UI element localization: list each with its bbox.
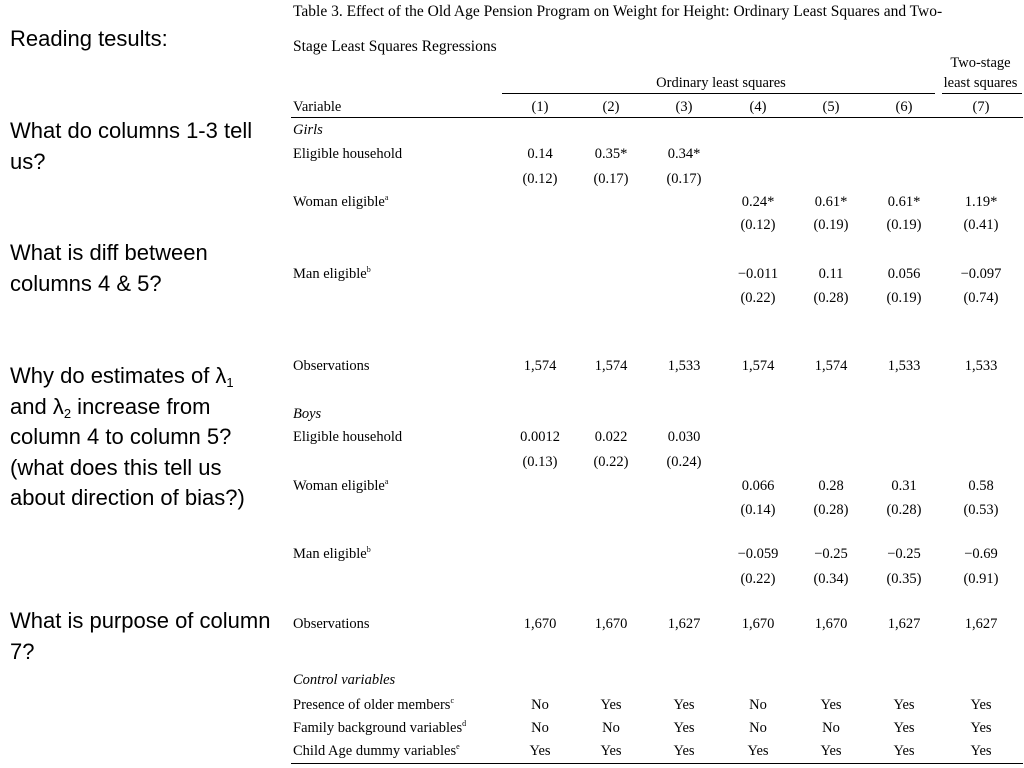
ols-underline bbox=[502, 93, 935, 94]
se-cell: (0.17) bbox=[666, 171, 702, 187]
variable-header: Variable bbox=[293, 99, 342, 115]
se-cell: (0.22) bbox=[740, 571, 776, 587]
question-columns-4-5: What is diff between columns 4 & 5? bbox=[10, 240, 208, 296]
question-lambda-estimates: Why do estimates of $\lambda_1$ and $\lambda_2$ increase from column 4 to column 5? (what does this tell us about direction of bias?) bbox=[10, 363, 245, 510]
estimate-cell: 0.28 bbox=[818, 478, 844, 494]
se-cell: (0.19) bbox=[886, 290, 922, 306]
se-cell: (0.13) bbox=[522, 454, 558, 470]
row-label: Observations bbox=[293, 358, 370, 374]
estimate-cell: 0.61* bbox=[814, 194, 848, 210]
se-cell: (0.19) bbox=[813, 217, 849, 233]
control-cell: Yes bbox=[673, 697, 695, 713]
se-cell: (0.24) bbox=[666, 454, 702, 470]
question-column-7: What is purpose of column 7? bbox=[10, 608, 271, 664]
estimate-cell: 0.24* bbox=[741, 194, 775, 210]
row-label: Woman eligible$^a$ bbox=[293, 477, 389, 494]
control-cell: Yes bbox=[673, 720, 695, 736]
se-cell: (0.34) bbox=[813, 571, 849, 587]
header-rule bbox=[291, 117, 1023, 118]
estimate-cell: 0.11 bbox=[818, 266, 844, 282]
estimate-cell: 0.35* bbox=[594, 146, 628, 162]
se-cell: (0.12) bbox=[740, 217, 776, 233]
estimate-cell: −0.69 bbox=[964, 546, 998, 562]
observations-cell: 1,627 bbox=[964, 616, 998, 632]
control-cell: No bbox=[602, 720, 620, 736]
control-cell: Yes bbox=[970, 743, 992, 759]
estimate-cell: 0.066 bbox=[741, 478, 775, 494]
row-label: Presence of older members$^c$ bbox=[293, 696, 454, 713]
se-cell: (0.12) bbox=[522, 171, 558, 187]
ols-group-header: Ordinary least squares bbox=[656, 75, 786, 91]
control-cell: Yes bbox=[529, 743, 551, 759]
estimate-cell: 0.31 bbox=[891, 478, 917, 494]
reading-results-title: Reading tesults: bbox=[10, 26, 168, 51]
se-cell: (0.91) bbox=[963, 571, 999, 587]
row-label: Family background variables$^d$ bbox=[293, 719, 467, 736]
control-variables-label: Control variables bbox=[293, 672, 396, 688]
control-cell: Yes bbox=[893, 720, 915, 736]
observations-cell: 1,670 bbox=[741, 616, 775, 632]
se-cell: (0.53) bbox=[963, 502, 999, 518]
control-cell: Yes bbox=[893, 743, 915, 759]
estimate-cell: −0.25 bbox=[814, 546, 848, 562]
observations-cell: 1,670 bbox=[814, 616, 848, 632]
estimate-cell: 0.0012 bbox=[520, 429, 560, 445]
observations-cell: 1,670 bbox=[523, 616, 557, 632]
control-cell: No bbox=[749, 720, 767, 736]
observations-cell: 1,533 bbox=[667, 358, 701, 374]
observations-cell: 1,627 bbox=[887, 616, 921, 632]
se-cell: (0.35) bbox=[886, 571, 922, 587]
col-header-6: (6) bbox=[895, 99, 913, 115]
se-cell: (0.74) bbox=[963, 290, 999, 306]
control-cell: No bbox=[749, 697, 767, 713]
boys-section-label: Boys bbox=[293, 406, 322, 422]
control-cell: Yes bbox=[747, 743, 769, 759]
table-title-line-1: Table 3. Effect of the Old Age Pension Program on Weight for Height: Ordinary Least Squares and Two- bbox=[293, 3, 943, 20]
control-cell: Yes bbox=[820, 743, 842, 759]
estimate-cell: −0.25 bbox=[887, 546, 921, 562]
control-cell: Yes bbox=[893, 697, 915, 713]
observations-cell: 1,574 bbox=[814, 358, 848, 374]
estimate-cell: −0.059 bbox=[737, 546, 779, 562]
se-cell: (0.17) bbox=[593, 171, 629, 187]
control-cell: Yes bbox=[600, 697, 622, 713]
observations-cell: 1,533 bbox=[887, 358, 921, 374]
se-cell: (0.19) bbox=[886, 217, 922, 233]
se-cell: (0.22) bbox=[593, 454, 629, 470]
row-label: Man eligible$^b$ bbox=[293, 265, 371, 282]
se-cell: (0.41) bbox=[963, 217, 999, 233]
se-cell: (0.14) bbox=[740, 502, 776, 518]
se-cell: (0.28) bbox=[813, 290, 849, 306]
col-header-5: (5) bbox=[822, 99, 840, 115]
row-label: Child Age dummy variables$^e$ bbox=[293, 742, 460, 759]
control-cell: Yes bbox=[820, 697, 842, 713]
row-label: Woman eligible$^a$ bbox=[293, 193, 389, 210]
control-cell: Yes bbox=[970, 720, 992, 736]
col-header-4: (4) bbox=[749, 99, 767, 115]
se-cell: (0.28) bbox=[813, 502, 849, 518]
estimate-cell: −0.097 bbox=[960, 266, 1002, 282]
observations-cell: 1,574 bbox=[741, 358, 775, 374]
observations-cell: 1,670 bbox=[594, 616, 628, 632]
estimate-cell: 1.19* bbox=[964, 194, 998, 210]
estimate-cell: 0.022 bbox=[594, 429, 628, 445]
observations-cell: 1,574 bbox=[594, 358, 628, 374]
observations-cell: 1,574 bbox=[523, 358, 557, 374]
table-title-line-2: Stage Least Squares Regressions bbox=[293, 38, 497, 55]
control-cell: No bbox=[531, 697, 549, 713]
row-label: Eligible household bbox=[293, 429, 403, 445]
estimate-cell: −0.011 bbox=[737, 266, 779, 282]
se-cell: (0.28) bbox=[886, 502, 922, 518]
control-cell: Yes bbox=[970, 697, 992, 713]
estimate-cell: 0.056 bbox=[887, 266, 921, 282]
tsls-header-line-2: least squares bbox=[943, 75, 1018, 91]
col-header-1: (1) bbox=[531, 99, 549, 115]
row-label: Eligible household bbox=[293, 146, 403, 162]
estimate-cell: 0.34* bbox=[667, 146, 701, 162]
col-header-2: (2) bbox=[602, 99, 620, 115]
tsls-header-line-1: Two-stage bbox=[950, 55, 1011, 71]
estimate-cell: 0.030 bbox=[667, 429, 701, 445]
se-cell: (0.22) bbox=[740, 290, 776, 306]
control-cell: No bbox=[822, 720, 840, 736]
estimate-cell: 0.58 bbox=[968, 478, 994, 494]
control-cell: Yes bbox=[673, 743, 695, 759]
row-label: Observations bbox=[293, 616, 370, 632]
control-cell: No bbox=[531, 720, 549, 736]
col-header-3: (3) bbox=[675, 99, 693, 115]
estimate-cell: 0.61* bbox=[887, 194, 921, 210]
observations-cell: 1,627 bbox=[667, 616, 701, 632]
control-cell: Yes bbox=[600, 743, 622, 759]
bottom-rule bbox=[291, 763, 1023, 764]
estimate-cell: 0.14 bbox=[527, 146, 553, 162]
question-columns-1-3: What do columns 1-3 tell us? bbox=[10, 118, 253, 174]
tsls-underline bbox=[942, 93, 1022, 94]
col-header-7: (7) bbox=[972, 99, 990, 115]
observations-cell: 1,533 bbox=[964, 358, 998, 374]
girls-section-label: Girls bbox=[293, 122, 323, 138]
row-label: Man eligible$^b$ bbox=[293, 545, 371, 562]
